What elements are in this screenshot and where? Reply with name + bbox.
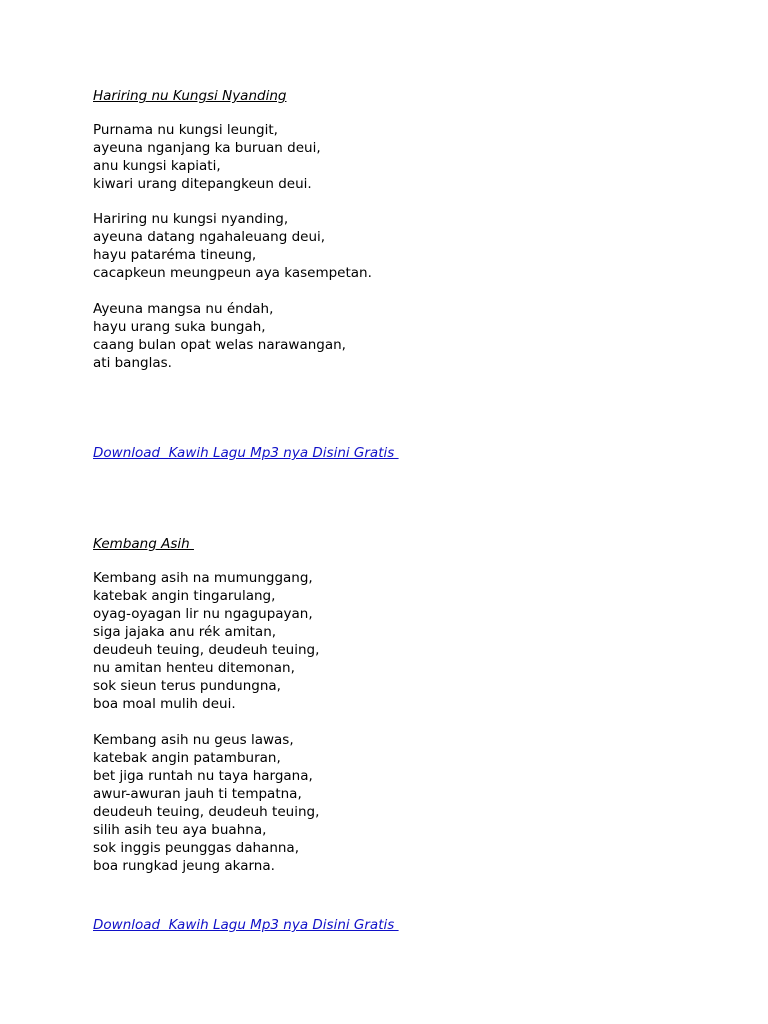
lyric-line: ati banglas.: [93, 355, 172, 371]
lyric-line: nu amitan henteu ditemonan,: [93, 660, 295, 676]
song-stanza: [93, 121, 321, 193]
lyric-line: katebak angin patamburan,: [93, 750, 281, 766]
song-title: Hariring nu Kungsi Nyanding: [93, 88, 287, 104]
song-title: Kembang Asih: [93, 536, 194, 552]
lyric-line: bet jiga runtah nu taya hargana,: [93, 768, 313, 784]
lyric-line: silih asih teu aya buahna,: [93, 822, 267, 838]
lyric-line: boa rungkad jeung akarna.: [93, 858, 275, 874]
lyric-line: sok inggis peunggas dahanna,: [93, 840, 299, 856]
lyric-line: hayu pataréma tineung,: [93, 247, 257, 263]
lyric-line: ayeuna datang ngahaleuang deui,: [93, 229, 326, 245]
lyric-line: Kembang asih na mumunggang,: [93, 570, 313, 586]
lyric-line: deudeuh teuing, deudeuh teuing,: [93, 642, 320, 658]
lyric-line: Ayeuna mangsa nu éndah,: [93, 301, 274, 317]
lyric-line: Hariring nu kungsi nyanding,: [93, 211, 289, 227]
lyric-line: katebak angin tingarulang,: [93, 588, 276, 604]
lyric-line: anu kungsi kapiati,: [93, 158, 221, 174]
lyric-line: cacapkeun meungpeun aya kasempetan.: [93, 265, 372, 281]
lyric-line: ayeuna nganjang ka buruan deui,: [93, 140, 321, 156]
lyric-line: caang bulan opat welas narawangan,: [93, 337, 346, 353]
song-stanza: [93, 210, 372, 282]
song-stanza: [93, 569, 319, 713]
lyric-line: sok sieun terus pundungna,: [93, 678, 281, 694]
lyric-line: siga jajaka anu rék amitan,: [93, 624, 277, 640]
song-stanza: [93, 731, 319, 875]
lyric-line: deudeuh teuing, deudeuh teuing,: [93, 804, 320, 820]
lyric-line: kiwari urang ditepangkeun deui.: [93, 176, 312, 192]
lyric-line: Kembang asih nu geus lawas,: [93, 732, 294, 748]
download-mp3-link[interactable]: Download Kawih Lagu Mp3 nya Disini Gratis: [93, 917, 399, 933]
lyric-line: boa moal mulih deui.: [93, 696, 236, 712]
song-stanza: [93, 300, 346, 372]
lyric-line: awur-awuran jauh ti tempatna,: [93, 786, 302, 802]
lyric-line: hayu urang suka bungah,: [93, 319, 266, 335]
download-mp3-link[interactable]: Download Kawih Lagu Mp3 nya Disini Gratis: [93, 445, 399, 461]
lyric-line: Purnama nu kungsi leungit,: [93, 122, 278, 138]
lyric-line: oyag-oyagan lir nu ngagupayan,: [93, 606, 313, 622]
